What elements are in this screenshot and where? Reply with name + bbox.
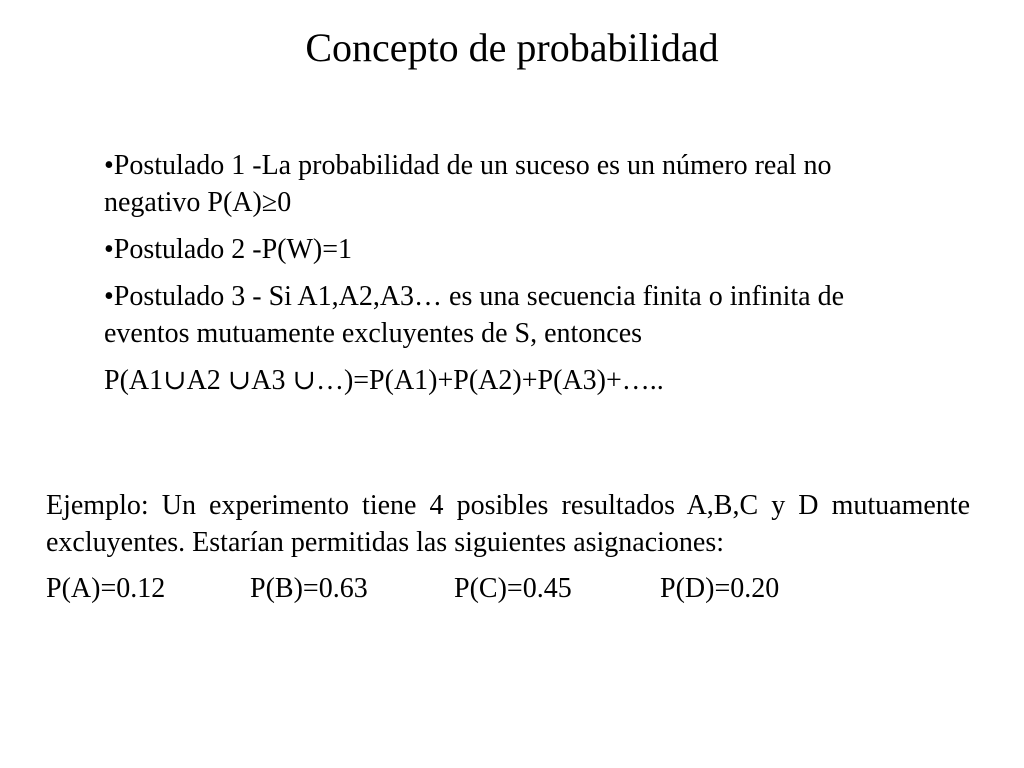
assignment-a: P(A)=0.12 — [46, 573, 166, 604]
assignment-c: P(C)=0.45 — [454, 573, 572, 604]
slide-title: Concepto de probabilidad — [305, 25, 719, 70]
postulates-list — [104, 147, 904, 399]
assignment-b: P(B)=0.63 — [250, 573, 368, 604]
postulate-2: •Postulado 2 -P(W)=1 — [104, 234, 353, 265]
example-text: Ejemplo: Un experimento tiene 4 posibles resultados A,B,C y D mutuamente excluyentes. Estarían permitidas las siguientes asignaciones: — [46, 490, 970, 558]
example-section — [46, 487, 970, 607]
additivity-formula: P(A1∪A2 ∪A3 ∪…)=P(A1)+P(A2)+P(A3)+….. — [104, 365, 664, 396]
assignment-d: P(D)=0.20 — [660, 573, 780, 604]
postulate-3: •Postulado 3 - Si A1,A2,A3… es una secuencia finita o infinita de eventos mutuamente excluyentes de S, entonces — [104, 281, 845, 349]
probability-assignments — [46, 570, 970, 607]
postulate-1: •Postulado 1 -La probabilidad de un suceso es un número real no negativo P(A)≥0 — [104, 150, 832, 218]
